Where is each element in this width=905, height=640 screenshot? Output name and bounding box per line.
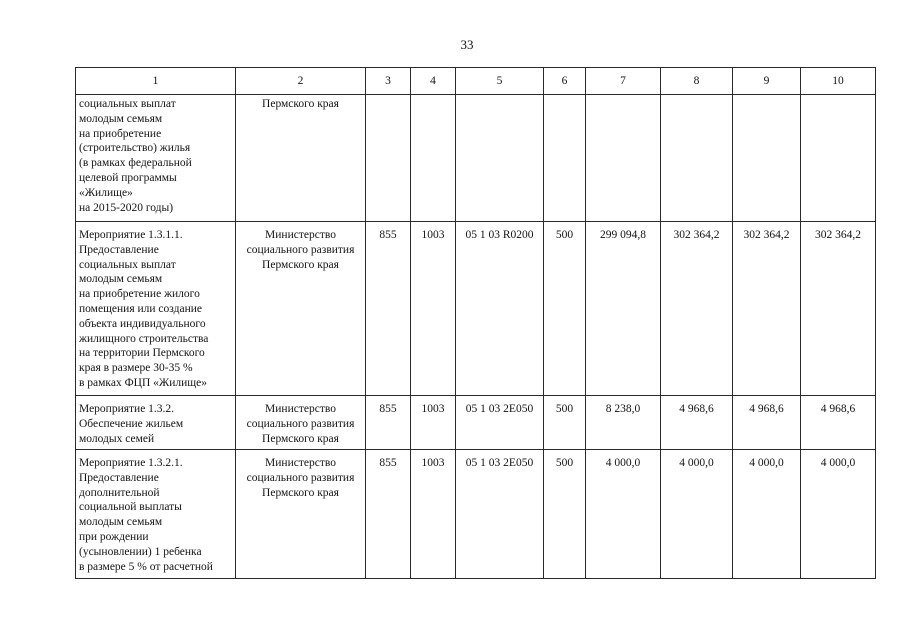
col7-cell	[586, 95, 661, 222]
table-row-continuation	[76, 95, 876, 222]
header-cell-6: 6	[544, 68, 586, 95]
col6-cell: 500	[544, 396, 586, 450]
col3-cell: 855	[366, 450, 411, 579]
col8-cell: 302 364,2	[661, 222, 733, 396]
page-number: 33	[460, 37, 474, 52]
measure-name-cell: Мероприятие 1.3.2.1. Предоставление дополнительной социальной выплаты молодым семьям при рождении (усыновлении) 1 ребенка в размере 5 % от расчетной	[76, 450, 236, 579]
col3-cell	[366, 95, 411, 222]
table-row-measure-1-3-2-1	[76, 450, 876, 579]
header-cell-3: 3	[366, 68, 411, 95]
header-cell-1: 1	[76, 68, 236, 95]
col4-cell: 1003	[411, 396, 456, 450]
col10-cell	[801, 95, 876, 222]
col5-cell: 05 1 03 2E050	[456, 396, 544, 450]
executor-cell: Министерство социального развития Пермского края	[236, 396, 366, 450]
header-cell-8: 8	[661, 68, 733, 95]
header-cell-2: 2	[236, 68, 366, 95]
budget-table	[75, 67, 876, 579]
col4-cell: 1003	[411, 222, 456, 396]
col7-cell: 8 238,0	[586, 396, 661, 450]
col7-cell: 299 094,8	[586, 222, 661, 396]
col10-cell: 302 364,2	[801, 222, 876, 396]
col4-cell	[411, 95, 456, 222]
measure-name-cell: Мероприятие 1.3.1.1. Предоставление социальных выплат молодым семьям на приобретение жилого помещения или создание объекта индивидуального жилищного строительства на территории Пермского края в размере 30-35 % в рамках ФЦП «Жилище»	[76, 222, 236, 396]
header-cell-7: 7	[586, 68, 661, 95]
header-cell-10: 10	[801, 68, 876, 95]
executor-cell: Пермского края	[236, 95, 366, 222]
col9-cell: 302 364,2	[733, 222, 801, 396]
col8-cell: 4 000,0	[661, 450, 733, 579]
col5-cell	[456, 95, 544, 222]
table-header-row	[76, 68, 876, 95]
executor-cell: Министерство социального развития Пермского края	[236, 450, 366, 579]
col6-cell: 500	[544, 450, 586, 579]
col7-cell: 4 000,0	[586, 450, 661, 579]
col4-cell: 1003	[411, 450, 456, 579]
col10-cell: 4 000,0	[801, 450, 876, 579]
measure-name-cell: Мероприятие 1.3.2. Обеспечение жильем молодых семей	[76, 396, 236, 450]
col8-cell: 4 968,6	[661, 396, 733, 450]
table-row-measure-1-3-1-1	[76, 222, 876, 396]
table-row-measure-1-3-2	[76, 396, 876, 450]
col10-cell: 4 968,6	[801, 396, 876, 450]
col9-cell: 4 968,6	[733, 396, 801, 450]
col3-cell: 855	[366, 222, 411, 396]
col5-cell: 05 1 03 2E050	[456, 450, 544, 579]
col3-cell: 855	[366, 396, 411, 450]
header-cell-9: 9	[733, 68, 801, 95]
header-cell-4: 4	[411, 68, 456, 95]
col6-cell: 500	[544, 222, 586, 396]
measure-name-cell: социальных выплат молодым семьям на приобретение (строительство) жилья (в рамках федеральной целевой программы «Жилище» на 2015-2020 годы)	[76, 95, 236, 222]
col9-cell	[733, 95, 801, 222]
col5-cell: 05 1 03 R0200	[456, 222, 544, 396]
col8-cell	[661, 95, 733, 222]
header-cell-5: 5	[456, 68, 544, 95]
col6-cell	[544, 95, 586, 222]
executor-cell: Министерство социального развития Пермского края	[236, 222, 366, 396]
col9-cell: 4 000,0	[733, 450, 801, 579]
